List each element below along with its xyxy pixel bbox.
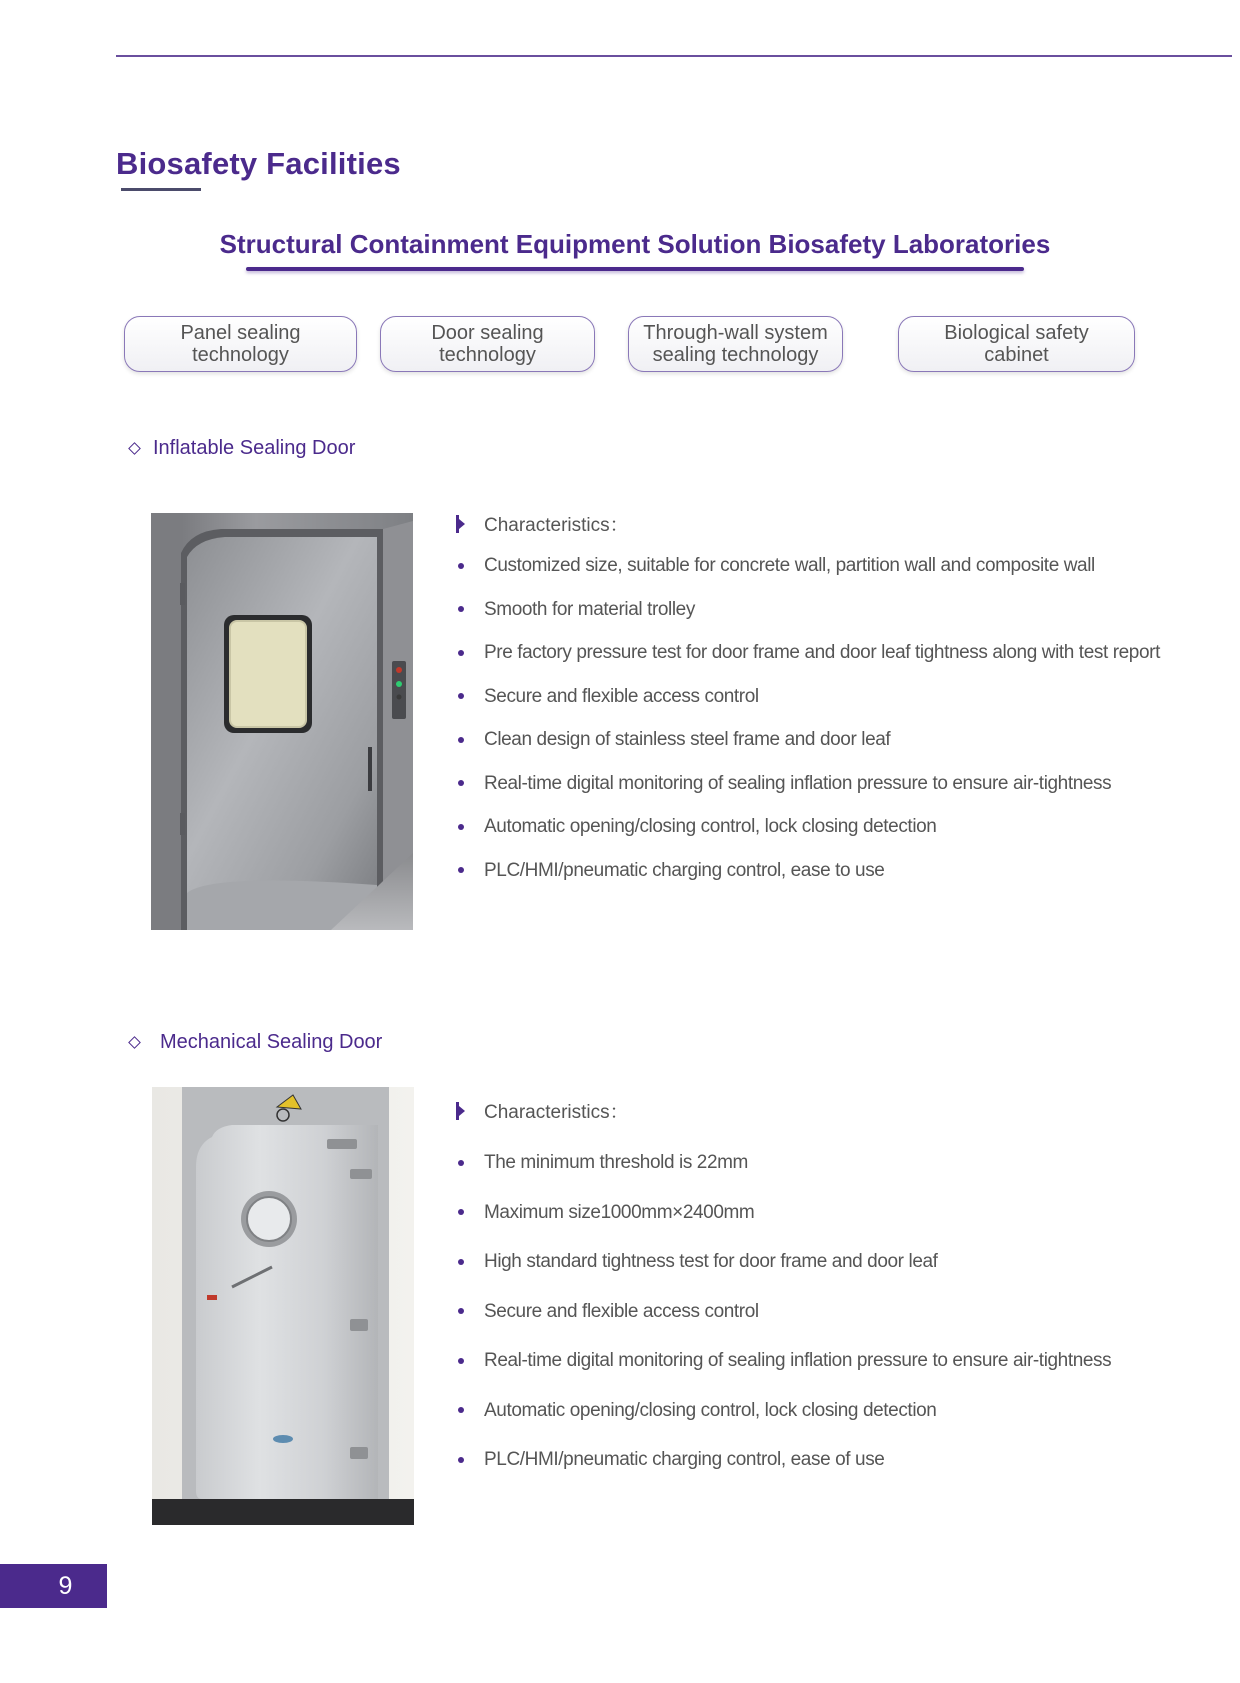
characteristics-heading-1 xyxy=(456,510,629,537)
list-item: The minimum threshold is 22mm xyxy=(456,1138,1111,1188)
list-item: Smooth for material trolley xyxy=(456,588,1160,632)
list-item: Maximum size1000mm×2400mm xyxy=(456,1188,1111,1238)
pill-label-line1: Through-wall system xyxy=(643,322,828,344)
flag-marker-icon xyxy=(456,1102,466,1120)
inflatable-door-photo xyxy=(151,513,413,930)
pill-door-sealing[interactable] xyxy=(380,316,595,372)
section-heading-text: Mechanical Sealing Door xyxy=(160,1031,383,1053)
title-underline xyxy=(121,188,201,191)
characteristics-label: Characteristics： xyxy=(484,1102,629,1123)
page-title: Biosafety Facilities xyxy=(116,146,401,181)
list-item: Automatic opening/closing control, lock closing detection xyxy=(456,1386,1111,1436)
list-item: Customized size, suitable for concrete wall, partition wall and composite wall xyxy=(456,544,1160,588)
pill-biosafety-cabinet[interactable] xyxy=(898,316,1135,372)
mechanical-door-photo xyxy=(152,1087,414,1525)
list-item: Secure and flexible access control xyxy=(456,675,1160,719)
list-item: PLC/HMI/pneumatic charging control, ease to use xyxy=(456,849,1160,893)
pill-label-line2: sealing technology xyxy=(652,344,819,366)
section-heading-mechanical xyxy=(130,1031,382,1054)
characteristics-list-2 xyxy=(456,1138,1111,1485)
diamond-icon xyxy=(128,442,141,455)
diamond-icon xyxy=(128,1036,141,1049)
pill-label: Door sealing technology xyxy=(431,322,544,366)
characteristics-list-1 xyxy=(456,544,1160,892)
list-item: Pre factory pressure test for door frame and door leaf tightness along with test report xyxy=(456,631,1160,675)
list-item: Real-time digital monitoring of sealing inflation pressure to ensure air-tightness xyxy=(456,762,1160,806)
list-item: High standard tightness test for door frame and door leaf xyxy=(456,1237,1111,1287)
pill-through-wall[interactable] xyxy=(628,316,843,372)
section-heading-inflatable xyxy=(130,437,355,460)
list-item: PLC/HMI/pneumatic charging control, ease of use xyxy=(456,1435,1111,1485)
pill-label-line1: Biological safety xyxy=(944,322,1089,344)
page-number: 9 xyxy=(0,1564,107,1608)
subtitle-underline xyxy=(246,267,1024,271)
pill-panel-sealing[interactable] xyxy=(124,316,357,372)
pill-label-line2: cabinet xyxy=(984,344,1049,366)
header-rule xyxy=(116,55,1232,57)
list-item: Secure and flexible access control xyxy=(456,1287,1111,1337)
list-item: Real-time digital monitoring of sealing inflation pressure to ensure air-tightness xyxy=(456,1336,1111,1386)
flag-marker-icon xyxy=(456,515,466,533)
pill-label: Panel sealing technology xyxy=(180,322,301,366)
list-item: Automatic opening/closing control, lock closing detection xyxy=(456,805,1160,849)
list-item: Clean design of stainless steel frame and door leaf xyxy=(456,718,1160,762)
section-heading-text: Inflatable Sealing Door xyxy=(153,437,356,459)
characteristics-heading-2 xyxy=(456,1097,629,1124)
characteristics-label: Characteristics： xyxy=(484,515,629,536)
section-subtitle: Structural Containment Equipment Solution Biosafety Laboratories xyxy=(219,229,1051,259)
